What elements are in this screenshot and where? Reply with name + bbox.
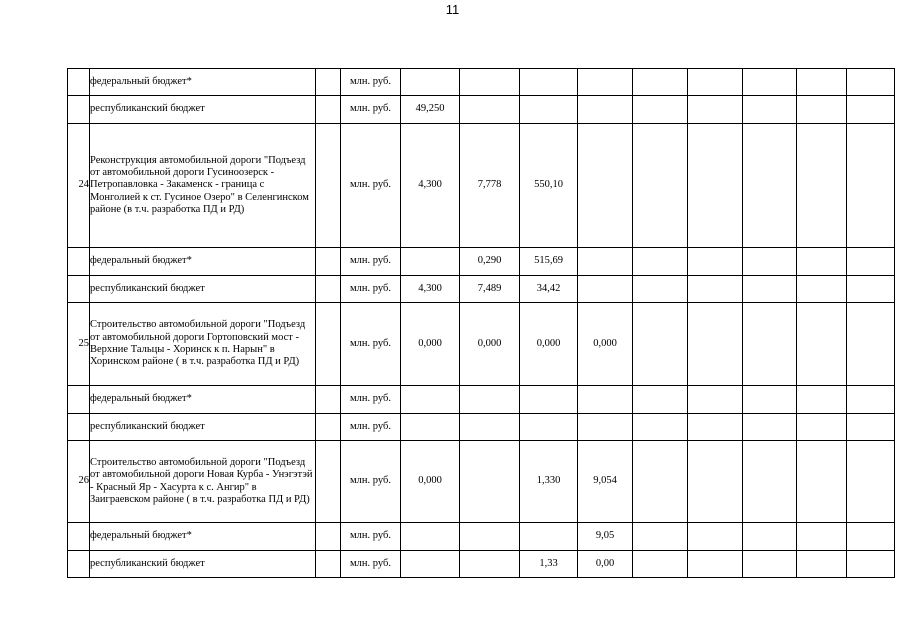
budget-table	[67, 68, 895, 578]
value-cell	[743, 551, 797, 578]
value-cell	[460, 441, 520, 523]
row-number	[68, 69, 90, 96]
value-cell	[743, 303, 797, 386]
item-name: федеральный бюджет*	[90, 248, 316, 276]
table-row	[68, 523, 895, 551]
empty-cell	[316, 303, 341, 386]
empty-cell	[316, 248, 341, 276]
item-name: республиканский бюджет	[90, 551, 316, 578]
value-cell	[633, 414, 688, 441]
row-number	[68, 414, 90, 441]
empty-cell	[316, 124, 341, 248]
empty-cell	[316, 551, 341, 578]
value-cell	[520, 523, 578, 551]
value-cell	[743, 96, 797, 124]
value-cell	[847, 551, 895, 578]
item-name: федеральный бюджет*	[90, 69, 316, 96]
value-cell: 515,69	[520, 248, 578, 276]
value-cell: 4,300	[401, 124, 460, 248]
table-row	[68, 414, 895, 441]
value-cell	[847, 441, 895, 523]
value-cell	[743, 124, 797, 248]
table-row	[68, 69, 895, 96]
value-cell	[401, 248, 460, 276]
value-cell	[633, 441, 688, 523]
empty-cell	[316, 441, 341, 523]
value-cell	[460, 96, 520, 124]
value-cell	[520, 386, 578, 414]
value-cell	[401, 551, 460, 578]
row-number	[68, 248, 90, 276]
value-cell: 0,000	[401, 441, 460, 523]
value-cell	[797, 414, 847, 441]
value-cell	[520, 96, 578, 124]
value-cell	[797, 248, 847, 276]
value-cell	[460, 69, 520, 96]
value-cell	[743, 414, 797, 441]
value-cell: 0,290	[460, 248, 520, 276]
value-cell: 0,000	[460, 303, 520, 386]
table-row	[68, 96, 895, 124]
value-cell: 1,330	[520, 441, 578, 523]
item-name: федеральный бюджет*	[90, 386, 316, 414]
value-cell	[633, 248, 688, 276]
value-cell	[633, 303, 688, 386]
row-number: 24	[68, 124, 90, 248]
value-cell	[743, 386, 797, 414]
value-cell	[797, 303, 847, 386]
unit-cell: млн. руб.	[341, 124, 401, 248]
value-cell	[743, 276, 797, 303]
value-cell	[520, 69, 578, 96]
value-cell	[688, 276, 743, 303]
unit-cell: млн. руб.	[341, 96, 401, 124]
value-cell: 49,250	[401, 96, 460, 124]
row-number	[68, 386, 90, 414]
value-cell: 1,33	[520, 551, 578, 578]
value-cell	[401, 414, 460, 441]
value-cell	[847, 386, 895, 414]
unit-cell: млн. руб.	[341, 523, 401, 551]
item-name: Строительство автомобильной дороги "Подъезд от автомобильной дороги Новая Курба - Унэгэтэй - Красный Яр - Хасурта к с. Ангир" в Заиграевском районе ( в т.ч. разработка ПД и РД)	[90, 441, 316, 523]
value-cell	[460, 523, 520, 551]
value-cell: 550,10	[520, 124, 578, 248]
value-cell	[847, 523, 895, 551]
value-cell	[688, 386, 743, 414]
value-cell	[688, 96, 743, 124]
item-name: Строительство автомобильной дороги "Подъезд от автомобильной дороги Гортоповский мост - Верхние Тальцы - Хоринск к п. Нарын" в Хоринском районе ( в т.ч. разработка ПД и РД)	[90, 303, 316, 386]
value-cell	[633, 551, 688, 578]
value-cell: 34,42	[520, 276, 578, 303]
value-cell	[401, 69, 460, 96]
value-cell: 9,05	[578, 523, 633, 551]
value-cell	[847, 96, 895, 124]
value-cell	[847, 69, 895, 96]
table-row	[68, 551, 895, 578]
value-cell	[797, 124, 847, 248]
item-name: республиканский бюджет	[90, 96, 316, 124]
table-row	[68, 124, 895, 248]
value-cell	[633, 124, 688, 248]
value-cell	[847, 124, 895, 248]
item-name: федеральный бюджет*	[90, 523, 316, 551]
row-number	[68, 276, 90, 303]
empty-cell	[316, 276, 341, 303]
value-cell	[633, 276, 688, 303]
page-number: 11	[445, 2, 460, 17]
value-cell	[401, 523, 460, 551]
unit-cell: млн. руб.	[341, 69, 401, 96]
value-cell	[460, 386, 520, 414]
empty-cell	[316, 523, 341, 551]
value-cell	[688, 248, 743, 276]
value-cell	[797, 276, 847, 303]
value-cell	[847, 248, 895, 276]
value-cell	[460, 414, 520, 441]
unit-cell: млн. руб.	[341, 551, 401, 578]
value-cell	[797, 69, 847, 96]
value-cell	[578, 248, 633, 276]
value-cell	[797, 96, 847, 124]
unit-cell: млн. руб.	[341, 386, 401, 414]
table-row	[68, 441, 895, 523]
value-cell	[633, 523, 688, 551]
value-cell	[578, 414, 633, 441]
unit-cell: млн. руб.	[341, 441, 401, 523]
value-cell	[688, 303, 743, 386]
value-cell	[797, 551, 847, 578]
value-cell	[688, 414, 743, 441]
empty-cell	[316, 69, 341, 96]
value-cell	[847, 414, 895, 441]
value-cell: 0,000	[401, 303, 460, 386]
item-name: республиканский бюджет	[90, 276, 316, 303]
value-cell	[743, 441, 797, 523]
row-number	[68, 551, 90, 578]
value-cell: 0,000	[520, 303, 578, 386]
value-cell	[688, 124, 743, 248]
value-cell: 4,300	[401, 276, 460, 303]
value-cell	[633, 386, 688, 414]
value-cell	[743, 69, 797, 96]
value-cell	[688, 69, 743, 96]
unit-cell: млн. руб.	[341, 414, 401, 441]
table-row	[68, 303, 895, 386]
value-cell	[633, 69, 688, 96]
value-cell	[797, 386, 847, 414]
value-cell: 9,054	[578, 441, 633, 523]
value-cell	[460, 551, 520, 578]
value-cell	[578, 124, 633, 248]
value-cell	[401, 386, 460, 414]
value-cell	[633, 96, 688, 124]
unit-cell: млн. руб.	[341, 248, 401, 276]
value-cell: 0,00	[578, 551, 633, 578]
empty-cell	[316, 96, 341, 124]
value-cell	[688, 523, 743, 551]
table-row	[68, 248, 895, 276]
item-name: республиканский бюджет	[90, 414, 316, 441]
unit-cell: млн. руб.	[341, 276, 401, 303]
value-cell: 7,489	[460, 276, 520, 303]
value-cell: 7,778	[460, 124, 520, 248]
value-cell	[743, 523, 797, 551]
row-number	[68, 96, 90, 124]
value-cell	[578, 69, 633, 96]
empty-cell	[316, 386, 341, 414]
item-name: Реконструкция автомобильной дороги "Подъезд от автомобильной дороги Гусиноозерск - Петропавловка - Закаменск - граница с Монголией к ст. Гусиное Озеро" в Селенгинском районе (в т.ч. разработка ПД и РД)	[90, 124, 316, 248]
value-cell	[797, 523, 847, 551]
table-row	[68, 276, 895, 303]
value-cell	[578, 276, 633, 303]
value-cell: 0,000	[578, 303, 633, 386]
value-cell	[797, 441, 847, 523]
value-cell	[578, 96, 633, 124]
row-number: 26	[68, 441, 90, 523]
value-cell	[688, 551, 743, 578]
value-cell	[578, 386, 633, 414]
value-cell	[520, 414, 578, 441]
value-cell	[688, 441, 743, 523]
value-cell	[743, 248, 797, 276]
value-cell	[847, 303, 895, 386]
row-number	[68, 523, 90, 551]
value-cell	[847, 276, 895, 303]
row-number: 25	[68, 303, 90, 386]
unit-cell: млн. руб.	[341, 303, 401, 386]
empty-cell	[316, 414, 341, 441]
table-row	[68, 386, 895, 414]
